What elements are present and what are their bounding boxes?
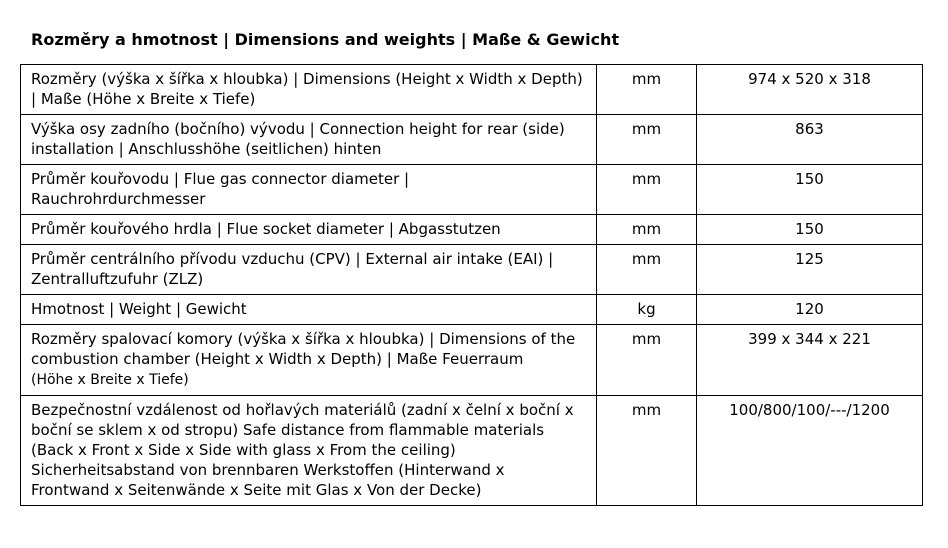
row-value: 399 x 344 x 221 <box>697 325 923 396</box>
row-label: Průměr kouřovodu | Flue gas connector diameter | Rauchrohrdurchmesser <box>21 165 597 215</box>
row-label: Výška osy zadního (bočního) vývodu | Connection height for rear (side) installation | Anschlusshöhe (seitlichen) hinten <box>21 115 597 165</box>
table-row-dimensions <box>21 65 923 115</box>
row-value: 125 <box>697 245 923 295</box>
row-label: Bezpečnostní vzdálenost od hořlavých materiálů (zadní x čelní x boční x boční se sklem x od stropu) Safe distance from flammable materials (Back x Front x Side x Side with glass x From the ceiling) Sicherheitsabstand von brennbaren Werkstoffen (Hinterwand x Frontwand x Seitenwände x Seite mit Glas x Von der Decke) <box>21 396 597 506</box>
row-label-main: Rozměry spalovací komory (výška x šířka x hloubka) | Dimensions of the combustion chamber (Height x Width x Depth) | Maße Feuerraum <box>31 330 576 368</box>
row-unit: kg <box>597 295 697 325</box>
row-value: 120 <box>697 295 923 325</box>
table-row-combustion-chamber <box>21 325 923 396</box>
row-label <box>21 325 597 396</box>
row-label: Hmotnost | Weight | Gewicht <box>21 295 597 325</box>
row-label: Rozměry (výška x šířka x hloubka) | Dimensions (Height x Width x Depth) | Maße (Höhe x Breite x Tiefe) <box>21 65 597 115</box>
row-unit: mm <box>597 65 697 115</box>
row-unit: mm <box>597 165 697 215</box>
table-row-flue-socket <box>21 215 923 245</box>
row-label-extra: (Höhe x Breite x Tiefe) <box>31 372 189 388</box>
table-row-flue-connector <box>21 165 923 215</box>
row-unit: mm <box>597 325 697 396</box>
table-row-connection-height <box>21 115 923 165</box>
table-row-air-intake <box>21 245 923 295</box>
row-unit: mm <box>597 245 697 295</box>
row-unit: mm <box>597 115 697 165</box>
row-value: 150 <box>697 165 923 215</box>
row-unit: mm <box>597 215 697 245</box>
row-label: Průměr centrálního přívodu vzduchu (CPV) | External air intake (EAI) | Zentralluftzufuhr (ZLZ) <box>21 245 597 295</box>
row-value: 863 <box>697 115 923 165</box>
table-row-safe-distance <box>21 396 923 506</box>
page-title: Rozměry a hmotnost | Dimensions and weights | Maße & Gewicht <box>31 30 620 49</box>
row-value: 974 x 520 x 318 <box>697 65 923 115</box>
row-unit: mm <box>597 396 697 506</box>
dimensions-table <box>20 64 923 506</box>
row-value: 100/800/100/---/1200 <box>697 396 923 506</box>
table-row-weight <box>21 295 923 325</box>
row-value: 150 <box>697 215 923 245</box>
row-label: Průměr kouřového hrdla | Flue socket diameter | Abgasstutzen <box>21 215 597 245</box>
